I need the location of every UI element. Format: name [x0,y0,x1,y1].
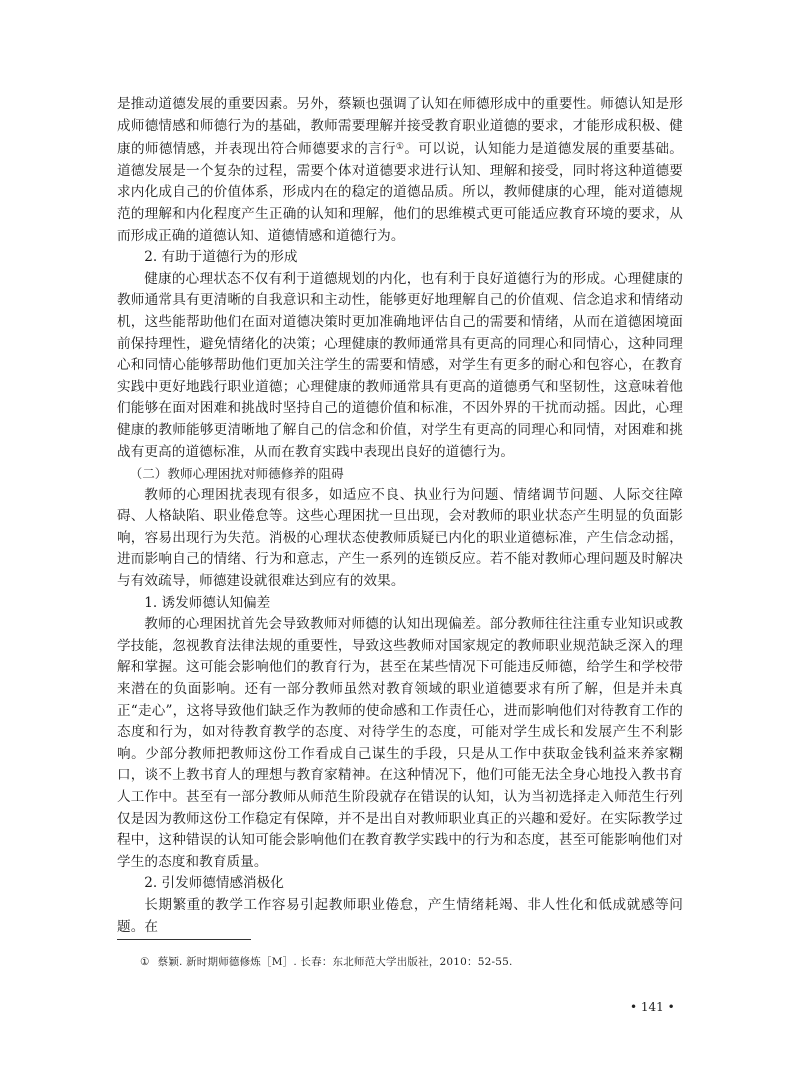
footnote-marker: ① [140,956,150,968]
footnote [140,954,513,969]
subheading-negative-emotion: 2. 引发师德情感消极化 [144,875,284,892]
paragraph-negative-emotion: 长期繁重的教学工作容易引起教师职业倦怠，产生情绪耗竭、非人性化和低成就感等问题。在 [117,896,683,935]
subheading-moral-behavior: 2. 有助于道德行为的形成 [144,249,298,266]
footnote-divider [117,939,251,940]
paragraph-cognitive-bias: 教师的心理困扰首先会导致教师对师德的认知出现偏差。部分教师往往注重专业知识或教学技能，忽视教育法律法规的重要性，导致这些教师对国家规定的教师职业规范缺乏深入的理解和掌握。这可能会影响他们的教育行为，甚至在某些情况下可能违反师德，给学生和学校带来潜在的负面影响。还有一部分教师虽然对教育领域的职业道德要求有所了解，但是并未真正“走心”，这将导致他们缺乏作为教师的使命感和工作责任心，进而影响他们对待教育工作的态度和行为，如对待教育教学的态度、对待学生的态度，可能对学生成长和发展产生不利影响。少部分教师把教师这份工作看成自己谋生的手段，只是从工作中获取金钱利益来养家糊口，谈不上教书育人的理想与教育家精神。在这种情况下，他们可能无法全身心地投入教书育人工作中。甚至有一部分教师从师范生阶段就存在错误的认知，认为当初选择走入师范生行列仅是因为教师这份工作稳定有保障，并不是出自对教师职业真正的兴趣和爱好。在实际教学过程中，这种错误的认知可能会影响他们在教育教学实践中的行为和态度，甚至可能影响他们对学生的态度和教育质量。 [117,616,683,870]
paragraph-continued [117,94,683,247]
footnote-text: 蔡颖. 新时期师德修炼［M］. 长春：东北师范大学出版社，2010：52-55. [157,956,513,968]
section-heading-obstacles: （二）教师心理困扰对师德修养的阻碍 [129,466,344,482]
paragraph-psych-distress: 教师的心理困扰表现有很多，如适应不良、执业行为问题、情绪调节问题、人际交往障碍、人格缺陷、职业倦怠等。这些心理困扰一旦出现，会对教师的职业状态产生明显的负面影响，容易出现行为失范。消极的心理状态使教师质疑已内化的职业道德标准，产生信念动摇，进而影响自己的情绪、行为和意志，产生一系列的连锁反应。若不能对教师心理问题及时解决与有效疏导，师德建设就很难达到应有的效果。 [117,486,683,590]
paragraph-moral-behavior: 健康的心理状态不仅有利于道德规划的内化，也有利于良好道德行为的形成。心理健康的教师通常具有更清晰的自我意识和主动性，能够更好地理解自己的价值观、信念追求和情绪动机，这些能帮助他们在面对道德决策时更加准确地评估自己的需要和情绪，从而在道德困境面前保持理性，避免情绪化的决策；心理健康的教师通常具有更高的同理心和同情心，这种同理心和同情心能够帮助他们更加关注学生的需要和情感，对学生有更多的耐心和包容心，在教育实践中更好地践行职业道德；心理健康的教师通常具有更高的道德勇气和坚韧性，这意味着他们能够在面对困难和挑战时坚持自己的道德价值和标准，不因外界的干扰而动摇。因此，心理健康的教师能够更清晰地了解自己的信念和价值，对学生有更高的同理心和同情，对困难和挑战有更高的道德标准，从而在教育实践中表现出良好的道德行为。 [117,270,683,460]
page-number: • 141 • [630,1000,675,1014]
para-1-text-b: 。可以说，认知能力是道德发展的重要基础。道德发展是一个复杂的过程，需要个体对道德要求进行认知、理解和接受，同时将这种道德要求内化成自己的价值体系，形成内在的稳定的道德品质。所以，教师健康的心理，能对道德规范的理解和内化程度产生正确的认知和理解，他们的思维模式更可能适应教育环境的要求，从而形成正确的道德认知、道德情感和道德行为。 [117,141,684,244]
footnote-reference[interactable]: ① [395,142,405,153]
page-body [117,94,683,938]
subheading-cognitive-bias: 1. 诱发师德认知偏差 [144,594,271,611]
para-1-text-a: 是推动道德发展的重要因素。另外，蔡颖也强调了认知在师德形成中的重要性。师德认知是形成师德情感和师德行为的基础，教师需要理解并接受教育职业道德的要求，才能形成积极、健康的师德情感，并表现出符合师德要求的言行 [117,96,683,158]
